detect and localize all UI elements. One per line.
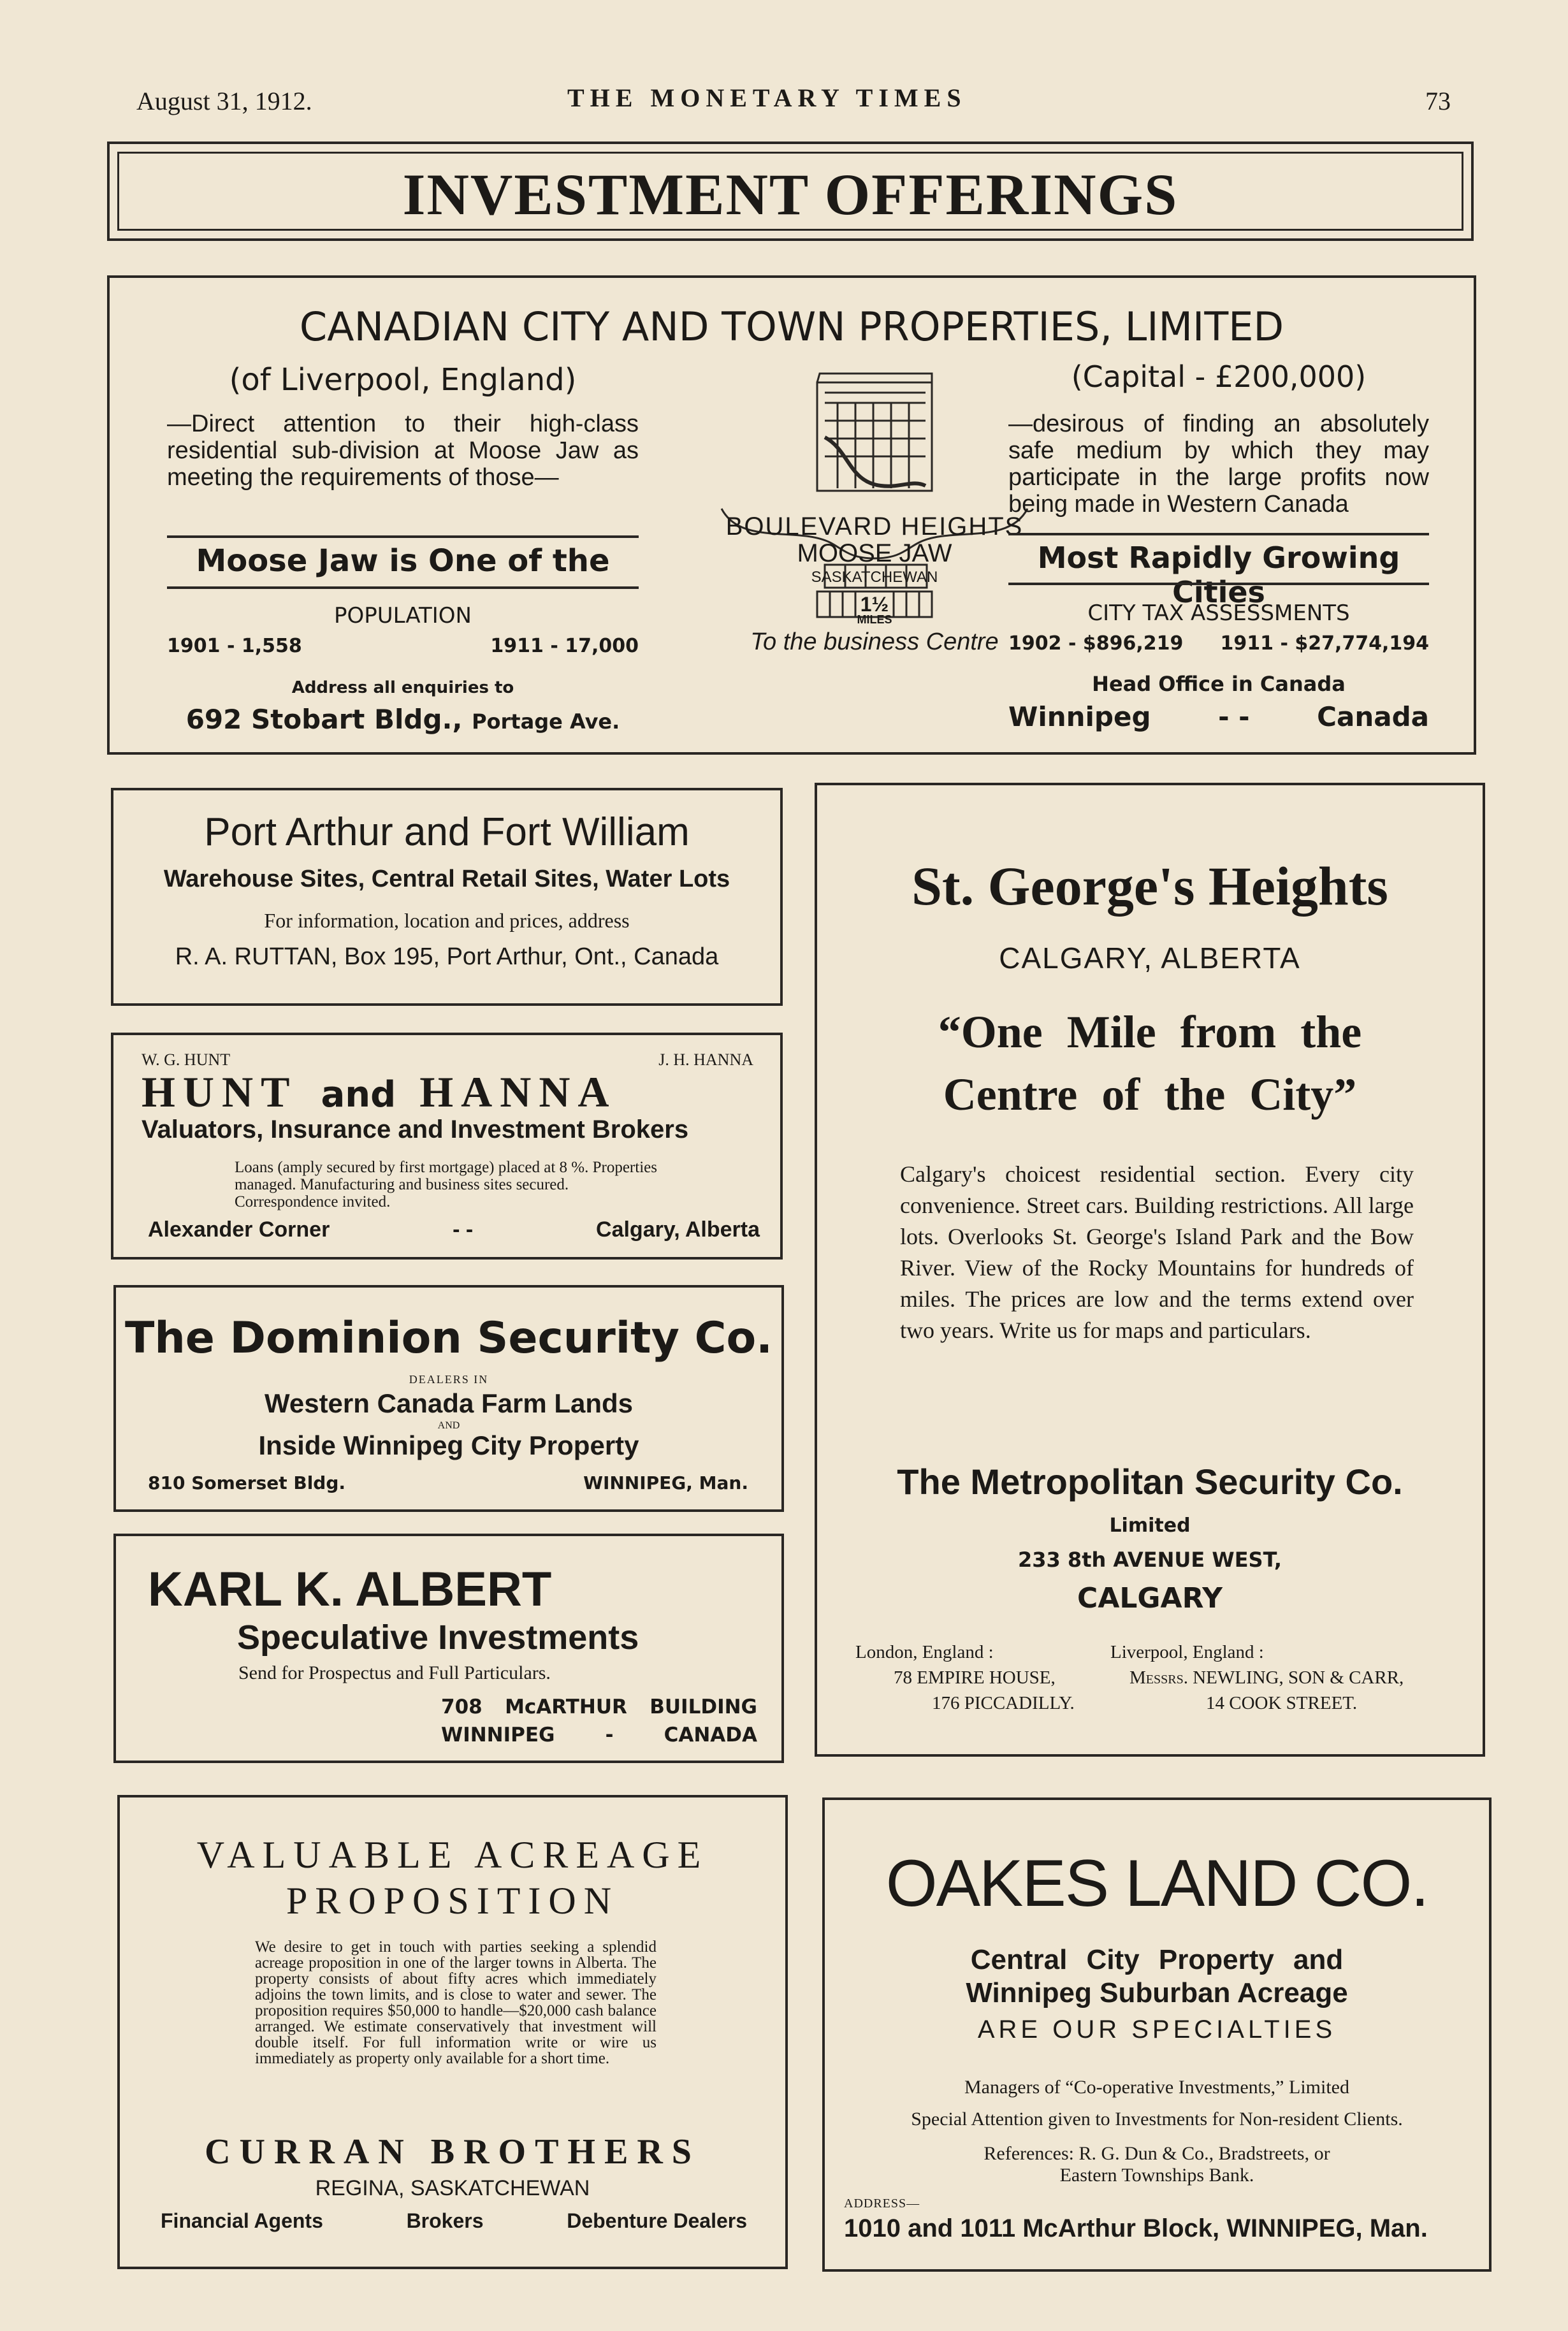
banner-title: INVESTMENT OFFERINGS [402, 162, 1179, 227]
role-financial-agents: Financial Agents [161, 2209, 323, 2232]
acreage-firm: CURRAN BROTHERS [205, 2132, 701, 2172]
acreage-body: We desire to get in touch with parties seeking a splendid acreage proposition in one of the larger towns in Alberta. The property consists of about fifty acres which immediately adjoins the town limits, and is close to water and sewer. The proposition requires $50,000 to handle—$20,000 cash balance arranged. We estimate conservatively that investment will double itself. For full information write or wire us immediately as property only available for a short time. [255, 1938, 657, 2067]
liverpool-line2: 14 COOK STREET. [1206, 1693, 1358, 1713]
header-page-number: 73 [1425, 87, 1451, 115]
dominion-line1: Western Canada Farm Lands [264, 1388, 634, 1418]
map-distance: 1½ [860, 593, 889, 616]
oakes-special: Special Attention given to Investments for Non-resident Clients. [911, 2109, 1403, 2130]
karl-address2 [441, 1724, 757, 1746]
partner-hunt: W. G. HUNT [142, 1050, 231, 1069]
dominion-address-row [148, 1472, 748, 1493]
location-street: Alexander Corner [148, 1217, 330, 1242]
oakes-references1: References: R. G. Dun & Co., Bradstreets, or [984, 2143, 1330, 2164]
liverpool-label: Liverpool, England : [1110, 1642, 1264, 1662]
oakes-address: 1010 and 1011 McArthur Block, WINNIPEG, Man. [844, 2214, 1428, 2242]
oakes-line1: Central City Property and [970, 1944, 1344, 1975]
metropolitan-city: CALGARY [1077, 1582, 1223, 1615]
tax-label: CITY TAX ASSESSMENTS [1087, 600, 1350, 626]
canadian-address [167, 704, 639, 735]
oakes-managers: Managers of “Co-operative Investments,” Limited [964, 2077, 1349, 2098]
canadian-right-slogan: Most Rapidly Growing Cities [1037, 541, 1400, 609]
acreage-ad [117, 1795, 788, 2269]
location-dash: - - [453, 1217, 474, 1242]
oakes-references2: Eastern Townships Bank. [1059, 2165, 1254, 2186]
karl-country: CANADA [664, 1724, 757, 1746]
acreage-roles [161, 2209, 747, 2233]
acreage-title1: VALUABLE ACREAGE [196, 1834, 709, 1876]
role-brokers: Brokers [406, 2209, 484, 2232]
dominion-line2: Inside Winnipeg City Property [258, 1430, 639, 1460]
port-arthur-subtitle: Warehouse Sites, Central Retail Sites, Water Lots [163, 866, 730, 892]
karl-title: KARL K. ALBERT [148, 1562, 552, 1616]
st-george-slogan1: “One Mile from the [938, 1006, 1362, 1057]
canadian-origin: (of Liverpool, England) [229, 362, 577, 398]
tax-1911: 1911 - $27,774,194 [1220, 632, 1429, 655]
port-arthur-address: R. A. RUTTAN, Box 195, Port Arthur, Ont., Canada [175, 943, 719, 970]
canadian-left-text: —Direct attention to their high-class residential sub-division at Moose Jaw as meeting the requirements of those— [167, 410, 639, 491]
hunt-hanna-location [148, 1217, 760, 1242]
dominion-title: The Dominion Security Co. [124, 1313, 773, 1363]
canadian-address-sub: Portage Ave. [472, 709, 620, 734]
oakes-line2: Winnipeg Suburban Acreage [966, 1977, 1348, 2008]
title-and: and [321, 1074, 396, 1115]
hunt-hanna-title [142, 1067, 617, 1117]
dominion-dealers: DEALERS IN [409, 1373, 489, 1386]
oakes-title: OAKES LAND CO. [885, 1847, 1428, 1921]
title-hunt: HUNT [142, 1068, 298, 1116]
karl-dash: - [605, 1724, 614, 1746]
metropolitan-company: The Metropolitan Security Co. [897, 1462, 1403, 1502]
population-1901: 1901 - 1,558 [167, 635, 302, 657]
oakes-line3: ARE OUR SPECIALTIES [977, 2015, 1337, 2044]
port-arthur-ad [111, 788, 783, 1006]
head-office-row [1008, 701, 1429, 732]
london-line2: 176 PICCADILLY. [932, 1693, 1075, 1713]
map-miles: MILES [857, 613, 892, 626]
head-office-label: Head Office in Canada [1092, 672, 1346, 696]
st-george-slogan2: Centre of the City” [943, 1069, 1357, 1120]
liverpool-office [1091, 1639, 1474, 1716]
map-caption: To the business Centre [750, 628, 999, 655]
dominion-and: AND [437, 1420, 460, 1431]
dominion-ad [113, 1285, 784, 1512]
karl-address1: 708 McARTHUR BUILDING [441, 1696, 757, 1718]
dominion-street: 810 Somerset Bldg. [148, 1472, 346, 1493]
canadian-ad [107, 275, 1476, 755]
acreage-city: REGINA, SASKATCHEWAN [315, 2176, 590, 2200]
hunt-hanna-ad [111, 1033, 783, 1260]
office-country: Canada [1317, 701, 1429, 732]
office-city: Winnipeg [1008, 701, 1151, 732]
canadian-title: CANADIAN CITY AND TOWN PROPERTIES, LIMITED [299, 303, 1284, 350]
oakes-ad [822, 1797, 1492, 2272]
st-george-body: Calgary's choicest residential section. Every city convenience. Street cars. Building restrictions. All large lots. Overlooks St. George's Island Park and the Bow River. View of the Rocky Mountains for hundreds of miles. The prices are low and the terms extend over two years. Write us for maps and particulars. [900, 1161, 1414, 1343]
population-1911: 1911 - 17,000 [490, 635, 639, 657]
london-label: London, England : [855, 1642, 994, 1662]
metropolitan-street: 233 8th AVENUE WEST, [1017, 1548, 1282, 1572]
left-rule-top [167, 535, 639, 538]
title-hanna: HANNA [419, 1068, 617, 1116]
karl-albert-ad [113, 1534, 784, 1763]
banner-frame [107, 142, 1474, 241]
port-arthur-title: Port Arthur and Fort William [204, 810, 690, 854]
left-rule-bottom [167, 586, 639, 589]
header-journal: THE MONETARY TIMES [567, 84, 967, 112]
location-city: Calgary, Alberta [596, 1217, 760, 1242]
karl-city: WINNIPEG [441, 1724, 555, 1746]
population-label: POPULATION [334, 603, 472, 628]
enquiries-note: Address all enquiries to [291, 678, 514, 697]
map-label-saskatchewan: SASKATCHEWAN [811, 569, 938, 586]
canadian-capital: (Capital - £200,000) [1071, 359, 1367, 394]
right-rule-top [1008, 533, 1429, 535]
oakes-address-label: ADDRESS— [844, 2197, 920, 2211]
header-date: August 31, 1912. [136, 87, 312, 115]
liverpool-line1: Messrs. NEWLING, SON & CARR, [1129, 1667, 1404, 1688]
metropolitan-limited: Limited [1109, 1514, 1191, 1537]
port-arthur-info: For information, location and prices, address [264, 909, 630, 932]
st-george-ad [815, 783, 1485, 1757]
population-row [167, 635, 639, 657]
dominion-city: WINNIPEG, Man. [583, 1472, 748, 1493]
right-rule-bottom [1008, 583, 1429, 585]
role-debenture-dealers: Debenture Dealers [567, 2209, 747, 2232]
canadian-right-text: —desirous of finding an absolutely safe medium by which they may participate in the large profits now being made in Western Canada [1008, 410, 1429, 518]
map-label-boulevard: BOULEVARD HEIGHTS [725, 512, 1024, 541]
acreage-title2: PROPOSITION [286, 1880, 620, 1922]
karl-line: Send for Prospectus and Full Particulars. [238, 1662, 551, 1683]
canadian-address-main: 692 Stobart Bldg., [185, 704, 463, 735]
st-george-title: St. George's Heights [911, 855, 1388, 917]
canadian-left-slogan: Moose Jaw is One of the [196, 543, 610, 579]
london-line1: 78 EMPIRE HOUSE, [894, 1667, 1056, 1688]
tax-row [1008, 632, 1429, 655]
partner-hanna: J. H. HANNA [658, 1050, 753, 1069]
map-label-moose-jaw: MOOSE JAW [797, 539, 952, 567]
london-office [855, 1639, 1110, 1716]
karl-subtitle: Speculative Investments [237, 1618, 639, 1657]
hunt-hanna-body: Loans (amply secured by first mortgage) placed at 8 %. Properties managed. Manufacturing and business sites secured. Correspondence invited. [235, 1159, 657, 1210]
st-george-location: CALGARY, ALBERTA [999, 941, 1301, 975]
office-dash: - - [1218, 701, 1250, 732]
tax-1902: 1902 - $896,219 [1008, 632, 1184, 655]
hunt-hanna-subtitle: Valuators, Insurance and Investment Brokers [142, 1115, 689, 1144]
